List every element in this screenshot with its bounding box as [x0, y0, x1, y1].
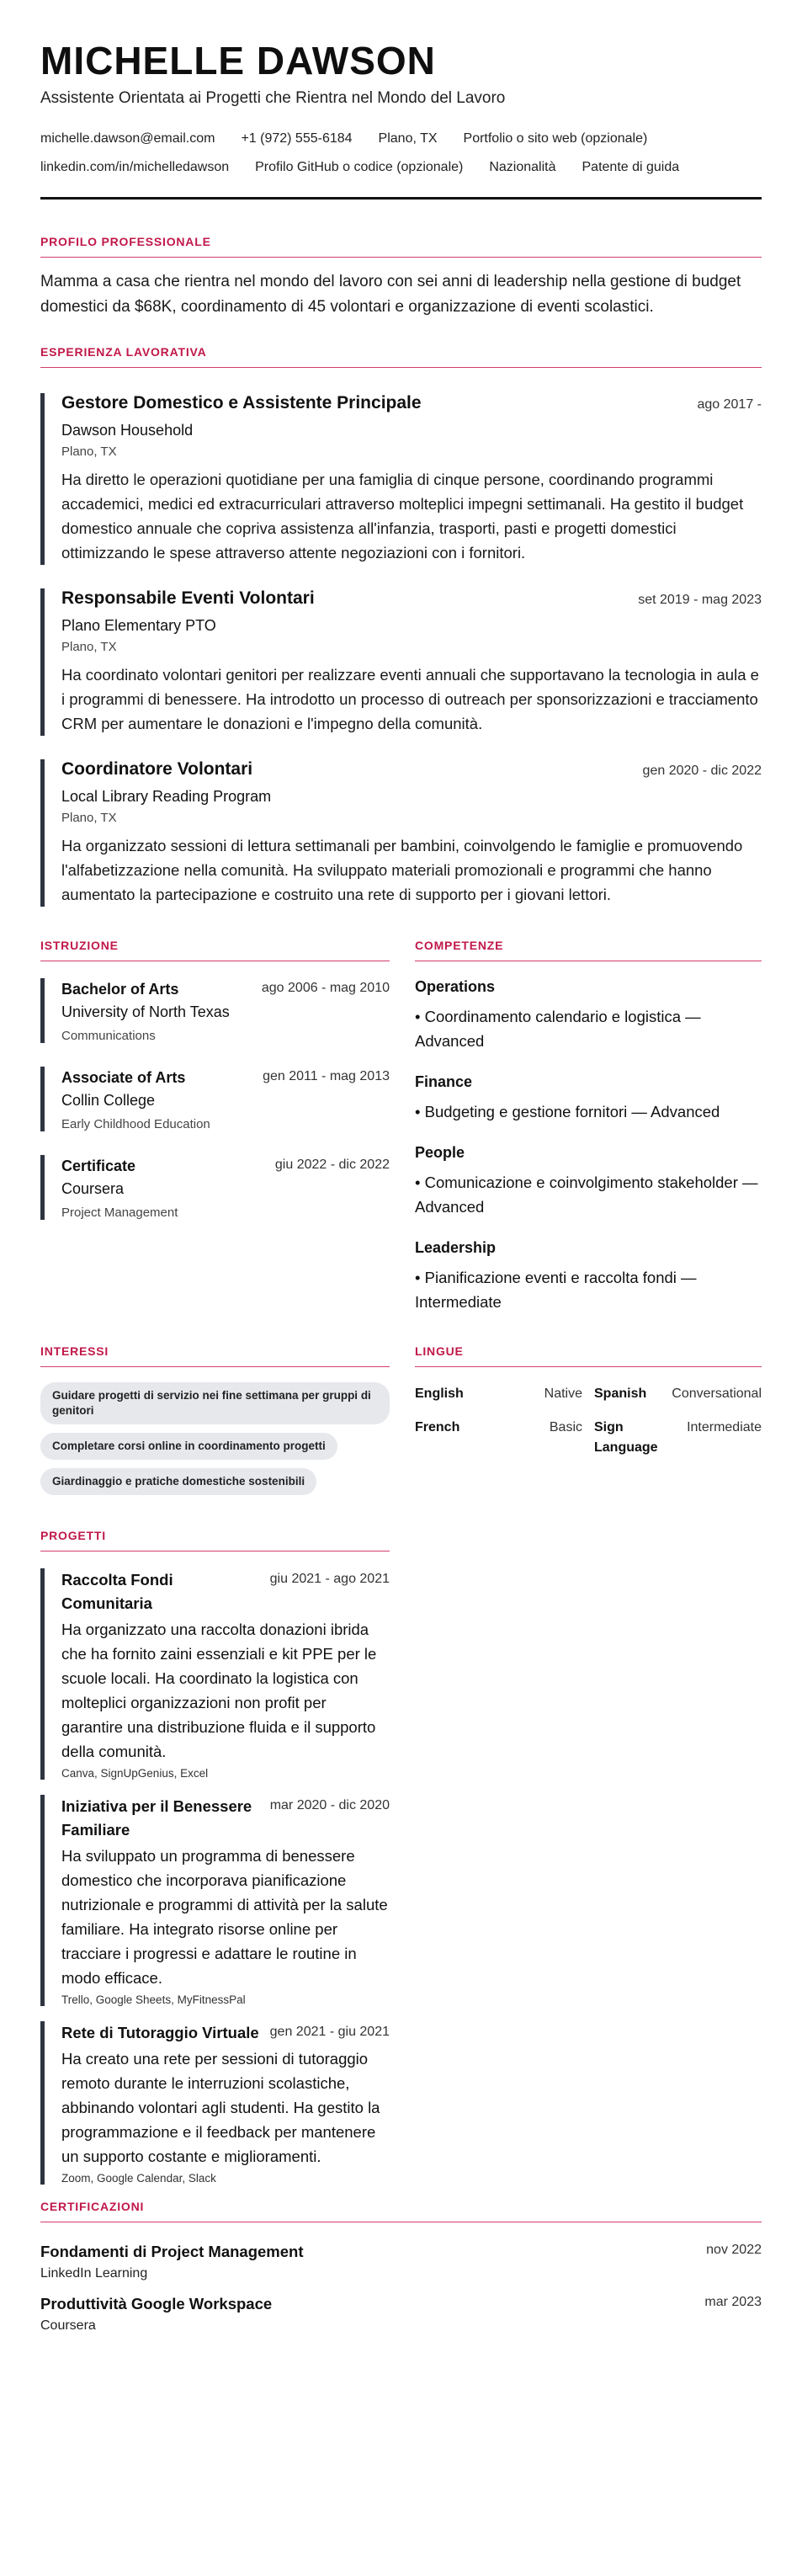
education-heading: ISTRUZIONE — [40, 939, 390, 961]
language-item — [594, 1384, 762, 1404]
experience-list — [40, 393, 762, 907]
profile-heading: PROFILO PROFESSIONALE — [40, 235, 762, 258]
project-dates: gen 2021 - giu 2021 — [269, 2025, 390, 2039]
profile-summary: Mamma a casa che rientra nel mondo del lavoro con sei anni di leadership nella gestione di budget domestici da $68K, coordinamento di 45 volontari e organizzazione di eventi scolastici. — [40, 273, 741, 316]
resume-header — [40, 39, 762, 200]
education-item — [40, 978, 390, 1043]
project-list — [40, 1568, 390, 2185]
project-item — [40, 2021, 390, 2185]
interest-tag: Completare corsi online in coordinamento progetti — [40, 1433, 337, 1460]
education-dates: ago 2006 - mag 2010 — [261, 981, 390, 995]
education-dates: gen 2011 - mag 2013 — [263, 1069, 390, 1083]
job-company: Local Library Reading Program — [61, 788, 272, 805]
project-title: Rete di Tutoraggio Virtuale — [61, 2024, 259, 2041]
project-tools: Zoom, Google Calendar, Slack — [61, 2172, 216, 2185]
skill-group — [415, 1144, 762, 1219]
skill-group — [415, 978, 762, 1053]
job-title: Coordinatore Volontari — [61, 759, 253, 779]
skills-heading: COMPETENZE — [415, 939, 762, 961]
certification-issuer: Coursera — [40, 2318, 96, 2333]
certification-item — [40, 2295, 762, 2334]
education-list — [40, 978, 390, 1220]
contact-linkedin[interactable]: linkedin.com/in/michelledawson — [40, 160, 230, 174]
certification-list — [40, 2243, 762, 2334]
contact-nationality: Nazionalità — [489, 160, 556, 174]
skill-group — [415, 1073, 762, 1124]
skill-category: Operations — [415, 978, 496, 995]
school-name: Collin College — [61, 1092, 156, 1109]
experience-item — [40, 759, 762, 907]
contact-email[interactable]: michelle.dawson@email.com — [40, 131, 215, 146]
interest-tag: Giardinaggio e pratiche domestiche sostenibili — [40, 1468, 316, 1495]
skill-group — [415, 1239, 762, 1314]
job-location: Plano, TX — [61, 444, 117, 459]
field-of-study: Early Childhood Education — [61, 1117, 210, 1131]
project-dates: giu 2021 - ago 2021 — [269, 1572, 390, 1586]
job-dates: set 2019 - mag 2023 — [638, 593, 762, 607]
certification-name: Fondamenti di Project Management — [40, 2243, 304, 2260]
profile-section — [40, 235, 762, 320]
contact-list — [40, 125, 762, 182]
job-dates: ago 2017 - — [697, 397, 762, 412]
school-name: University of North Texas — [61, 1003, 230, 1020]
project-description: Ha organizzato una raccolta donazioni ibrida che ha fornito zaini essenziali e kit PPE per le scuole locali. Ha coordinato la logistica con molteplici organizzazioni non profit per garantire una distribuzione fluida e il supporto della comunità. — [61, 1621, 377, 1760]
degree-name: Bachelor of Arts — [61, 981, 179, 998]
contact-location: Plano, TX — [378, 131, 438, 146]
certification-item — [40, 2243, 762, 2281]
field-of-study: Project Management — [61, 1206, 178, 1220]
skill-item: • Comunicazione e coinvolgimento stakeholder — Advanced — [415, 1174, 758, 1216]
experience-heading: ESPERIENZA LAVORATIVA — [40, 345, 762, 368]
project-description: Ha creato una rete per sessioni di tutoraggio remoto durante le interruzioni scolastiche, abbinando volontari agli studenti. Ha gestito la programmazione e il feedback per mantenere un supporto costante e miglioramenti. — [61, 2050, 380, 2165]
certifications-heading: CERTIFICAZIONI — [40, 2200, 762, 2222]
candidate-name: MICHELLE DAWSON — [40, 39, 436, 82]
projects-section — [40, 1529, 390, 2185]
experience-item — [40, 393, 762, 565]
language-name: French — [415, 1420, 460, 1434]
job-location: Plano, TX — [61, 811, 117, 825]
job-company: Plano Elementary PTO — [61, 617, 216, 634]
edu-skills-row — [40, 930, 762, 1314]
job-description: Ha diretto le operazioni quotidiane per una famiglia di cinque persone, coordinando programmi accademici, medici ed extracurriculari attraverso molteplici impegni settimanali. Ha gestito il budget domestico annuale che copriva assistenza all'infanzia, trasporti, pasti e progetti domestici ottimizzando le spese attraverso attente negoziazioni con i fornitori. — [61, 471, 744, 562]
contact-portfolio[interactable]: Portfolio o sito web (opzionale) — [463, 131, 648, 146]
language-item — [594, 1418, 762, 1458]
certification-date: nov 2022 — [706, 2243, 762, 2257]
contact-license: Patente di guida — [582, 160, 680, 174]
languages-section — [415, 1344, 762, 1504]
job-location: Plano, TX — [61, 640, 117, 654]
education-item — [40, 1067, 390, 1131]
interest-tags — [40, 1382, 390, 1504]
project-item — [40, 1568, 390, 1780]
interests-languages-row — [40, 1314, 762, 1504]
interests-section — [40, 1344, 390, 1504]
header-divider — [40, 197, 762, 200]
education-item — [40, 1155, 390, 1220]
skill-category: Finance — [415, 1073, 473, 1090]
project-tools: Canva, SignUpGenius, Excel — [61, 1767, 209, 1780]
project-title: Raccolta Fondi Comunitaria — [61, 1571, 173, 1612]
certifications-section — [40, 2200, 762, 2334]
language-item — [415, 1418, 582, 1458]
job-title: Responsabile Eventi Volontari — [61, 588, 315, 608]
job-title: Gestore Domestico e Assistente Principale — [61, 393, 422, 412]
school-name: Coursera — [61, 1180, 125, 1197]
experience-section — [40, 345, 762, 907]
experience-item — [40, 588, 762, 736]
language-level: Basic — [549, 1420, 582, 1434]
job-description: Ha coordinato volontari genitori per realizzare eventi annuali che supportavano la tecnologia in aula e i programmi di benessere. Ha introdotto un processo di outreach per sponsorizzazioni e tracciamento CRM per aumentare le donazioni e l'impegno della comunità. — [61, 666, 759, 732]
field-of-study: Communications — [61, 1029, 156, 1043]
project-tools: Trello, Google Sheets, MyFitnessPal — [61, 1993, 246, 2006]
languages-heading: LINGUE — [415, 1344, 762, 1367]
skill-category: People — [415, 1144, 465, 1161]
job-description: Ha organizzato sessioni di lettura settimanali per bambini, coinvolgendo le famiglie e promuovendo l'alfabetizzazione nella comunità. Ha sviluppato materiali promozionali e programmi che hanno aumentato la partecipazione e costruito una rete di supporto per i giovani lettori. — [61, 837, 743, 903]
skills-section — [415, 939, 762, 1314]
project-description: Ha sviluppato un programma di benessere domestico che incorporava pianificazione nutrizionale e programmi di attività per la salute familiare. Ha integrato risorse online per tracciare i progressi e adattare le routine in modo efficace. — [61, 1847, 388, 1987]
language-list — [415, 1384, 762, 1458]
skill-category: Leadership — [415, 1239, 497, 1256]
education-dates: giu 2022 - dic 2022 — [274, 1158, 390, 1172]
skill-item: • Coordinamento calendario e logistica — Advanced — [415, 1008, 701, 1050]
skill-item: • Budgeting e gestione fornitori — Advanced — [415, 1103, 720, 1120]
language-item — [415, 1384, 582, 1404]
degree-name: Associate of Arts — [61, 1069, 186, 1086]
project-item — [40, 1795, 390, 2006]
language-level: Intermediate — [687, 1420, 762, 1434]
language-level: Conversational — [672, 1386, 762, 1401]
interest-tag: Guidare progetti di servizio nei fine settimana per gruppi di genitori — [40, 1382, 390, 1424]
language-name: Spanish — [594, 1386, 647, 1401]
skill-item: • Pianificazione eventi e raccolta fondi — Intermediate — [415, 1269, 697, 1311]
certification-date: mar 2023 — [704, 2295, 762, 2309]
job-company: Dawson Household — [61, 422, 194, 439]
certification-issuer: LinkedIn Learning — [40, 2266, 148, 2281]
language-level: Native — [544, 1386, 582, 1401]
certification-name: Produttività Google Workspace — [40, 2295, 273, 2313]
project-title: Iniziativa per il Benessere Familiare — [61, 1797, 252, 1839]
contact-phone[interactable]: +1 (972) 555-6184 — [241, 131, 353, 146]
language-name: English — [415, 1386, 464, 1401]
education-section — [40, 939, 390, 1314]
contact-github[interactable]: Profilo GitHub o codice (opzionale) — [255, 160, 464, 174]
job-dates: gen 2020 - dic 2022 — [642, 764, 762, 778]
projects-heading: PROGETTI — [40, 1529, 390, 1551]
interests-heading: INTERESSI — [40, 1344, 390, 1367]
project-dates: mar 2020 - dic 2020 — [269, 1798, 390, 1812]
degree-name: Certificate — [61, 1158, 136, 1174]
skills-list — [415, 978, 762, 1314]
candidate-headline: Assistente Orientata ai Progetti che Rientra nel Mondo del Lavoro — [40, 89, 506, 107]
language-name: Sign Language — [594, 1420, 658, 1455]
